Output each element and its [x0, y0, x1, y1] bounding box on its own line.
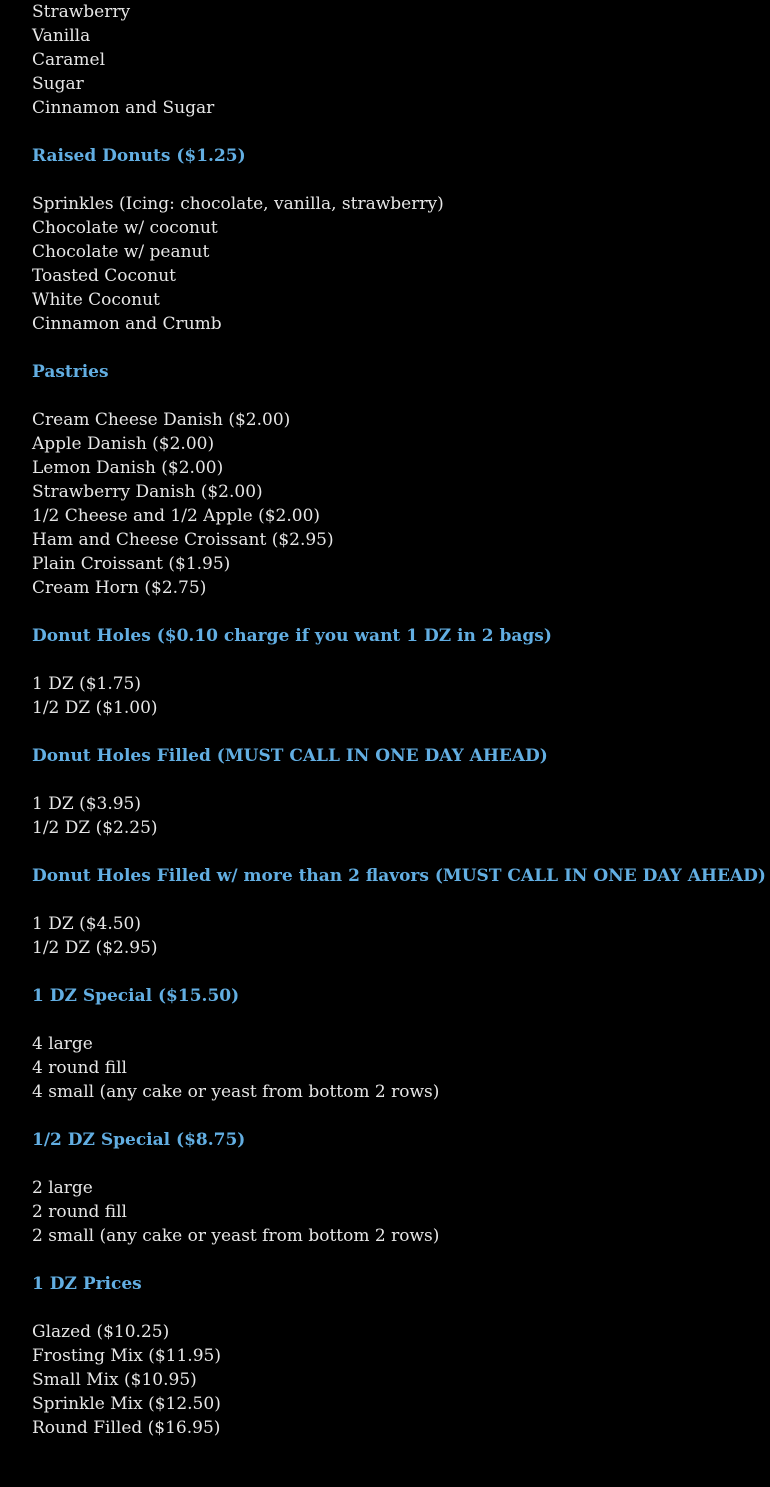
menu-item: 1/2 DZ ($1.00)	[32, 698, 158, 718]
menu-item: Cream Cheese Danish ($2.00)	[32, 410, 291, 430]
menu-item: Cinnamon and Crumb	[32, 314, 222, 334]
menu-item: Toasted Coconut	[32, 266, 177, 286]
spacer	[32, 120, 752, 144]
menu-item: Chocolate w/ coconut	[32, 218, 218, 238]
menu-item: Cinnamon and Sugar	[32, 98, 215, 118]
menu-item: Small Mix ($10.95)	[32, 1370, 197, 1390]
section-heading-pastries: Pastries	[32, 362, 109, 382]
menu-item: 1 DZ ($3.95)	[32, 794, 141, 814]
spacer	[32, 336, 752, 360]
menu-item: Glazed ($10.25)	[32, 1322, 170, 1342]
menu-item: Strawberry Danish ($2.00)	[32, 482, 263, 502]
menu-item: Round Filled ($16.95)	[32, 1418, 221, 1438]
section-heading-donut-holes-filled-multi-flavor: Donut Holes Filled w/ more than 2 flavors (MUST CALL IN ONE DAY AHEAD)	[32, 866, 766, 886]
spacer	[32, 720, 752, 744]
menu-item: 1 DZ ($1.75)	[32, 674, 141, 694]
spacer	[32, 1008, 752, 1032]
spacer	[32, 888, 752, 912]
menu-item: Lemon Danish ($2.00)	[32, 458, 224, 478]
menu-item: Caramel	[32, 50, 106, 70]
spacer	[32, 168, 752, 192]
menu-item: Cream Horn ($2.75)	[32, 578, 207, 598]
menu-item: 1/2 Cheese and 1/2 Apple ($2.00)	[32, 506, 321, 526]
menu-item: Plain Croissant ($1.95)	[32, 554, 231, 574]
menu-item: 4 large	[32, 1034, 93, 1054]
menu-item: Apple Danish ($2.00)	[32, 434, 215, 454]
section-heading-raised-donuts: Raised Donuts ($1.25)	[32, 146, 246, 166]
spacer	[32, 960, 752, 984]
menu-item: Frosting Mix ($11.95)	[32, 1346, 221, 1366]
spacer	[32, 768, 752, 792]
menu-item: Sugar	[32, 74, 84, 94]
spacer	[32, 384, 752, 408]
menu-item: Chocolate w/ peanut	[32, 242, 210, 262]
menu-item: Vanilla	[32, 26, 91, 46]
section-heading-half-dozen-special: 1/2 DZ Special ($8.75)	[32, 1130, 246, 1150]
section-heading-dozen-prices: 1 DZ Prices	[32, 1274, 142, 1294]
menu-item: Sprinkle Mix ($12.50)	[32, 1394, 221, 1414]
menu-item: 2 large	[32, 1178, 93, 1198]
spacer	[32, 1152, 752, 1176]
menu-list	[32, 0, 766, 1440]
section-heading-donut-holes-filled: Donut Holes Filled (MUST CALL IN ONE DAY AHEAD)	[32, 746, 548, 766]
menu-item: 2 small (any cake or yeast from bottom 2 rows)	[32, 1226, 440, 1246]
menu-item: 1 DZ ($4.50)	[32, 914, 141, 934]
menu-item: White Coconut	[32, 290, 160, 310]
section-heading-donut-holes: Donut Holes ($0.10 charge if you want 1 DZ in 2 bags)	[32, 626, 552, 646]
spacer	[32, 1296, 752, 1320]
menu-item: Strawberry	[32, 2, 131, 22]
spacer	[32, 1248, 752, 1272]
menu-item: Ham and Cheese Croissant ($2.95)	[32, 530, 334, 550]
spacer	[32, 840, 752, 864]
menu-item: 4 round fill	[32, 1058, 127, 1078]
menu-item: 1/2 DZ ($2.25)	[32, 818, 158, 838]
menu-item: 4 small (any cake or yeast from bottom 2 rows)	[32, 1082, 440, 1102]
section-heading-dozen-special: 1 DZ Special ($15.50)	[32, 986, 240, 1006]
menu-item: 1/2 DZ ($2.95)	[32, 938, 158, 958]
spacer	[32, 600, 752, 624]
spacer	[32, 1104, 752, 1128]
spacer	[32, 648, 752, 672]
menu-item: 2 round fill	[32, 1202, 127, 1222]
menu-item: Sprinkles (Icing: chocolate, vanilla, strawberry)	[32, 194, 444, 214]
